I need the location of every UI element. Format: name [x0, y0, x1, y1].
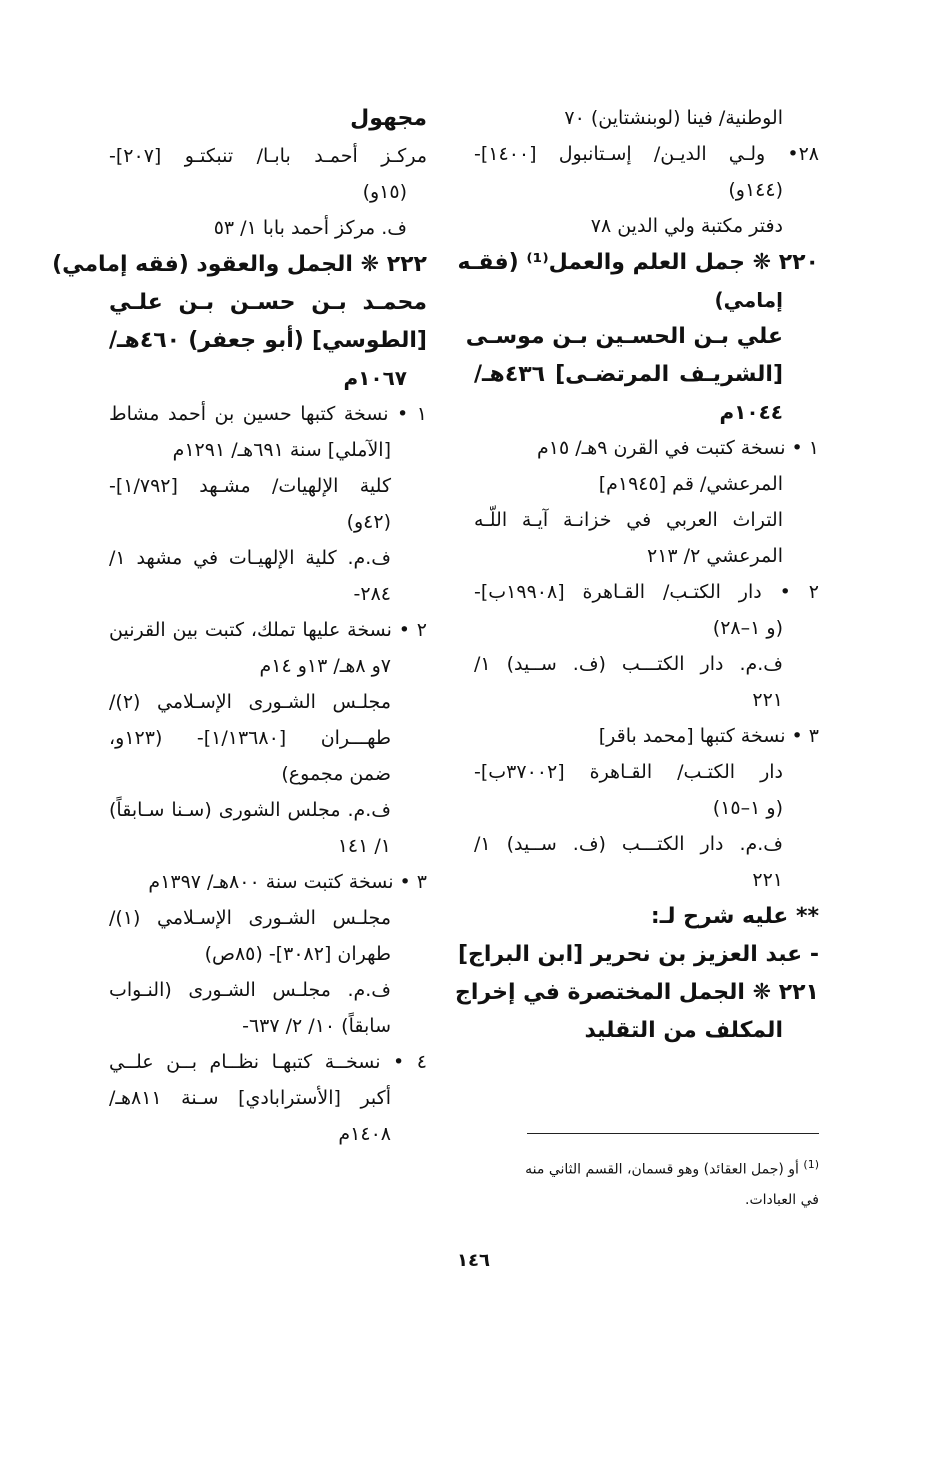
page-number: ١٤٦	[457, 1250, 490, 1271]
left-column-line: ٣ • نسخة كتبت سنة ٨٠٠هـ/ ١٣٩٧م	[148, 871, 427, 893]
left-column-line: طهران [٣٠٨٢]- (٨٥ص)	[204, 943, 391, 965]
left-column-line: ١٤٠٨م	[338, 1123, 391, 1145]
left-column-line: ١٠٦٧م	[343, 366, 407, 390]
right-column-line: ف.م. دار الكتـــب (ف. ســيد) ١/	[474, 833, 783, 855]
right-column-line: (و ١–١٥)	[712, 797, 783, 819]
right-column-line: ف.م. دار الكتـــب (ف. ســيد) ١/	[474, 653, 783, 675]
left-column-line: ٢ • نسخة عليها تملك، كتبت بين القرنين	[109, 619, 427, 641]
right-column-line: التراث العربي في خزانـة آيـة اللّـه	[474, 509, 783, 531]
left-column-line: مجلـس الشـورى الإسـلامي (٢)/	[109, 691, 391, 713]
left-column-line: ف.م. كلية الإلهيـات في مشهد ١/	[109, 547, 391, 569]
left-column-line: (٤٢و)	[346, 511, 391, 533]
left-column-line: مركـز أحمـد بابـا/ تنبكتـو [٢٠٧]-	[109, 145, 427, 167]
left-column-line: طهـــران [١/١٣٦٨٠]- (١٢٣و،	[109, 727, 391, 749]
left-column-line: (١٥و)	[362, 181, 407, 203]
right-column-line: - عبد العزيز بن نحرير [ابن البراج]	[457, 942, 819, 967]
footnote-text-1: أو (جمل العقائد) وهو قسمان، القسم الثاني منه	[525, 1161, 804, 1178]
left-column-line: ف.م. مجلـس الشـورى (النـواب	[109, 979, 391, 1001]
right-column-line: الوطنية/ فينا (لوبنشتاين) ٧٠	[564, 107, 783, 129]
left-column-line: ف. مركز أحمد بابا ١/ ٥٣	[213, 217, 407, 239]
left-column-line: ٢٢٢ ❋ الجمل والعقود (فقه إمامي)	[52, 252, 427, 277]
left-column	[52, 100, 427, 1152]
footnote-marker: (1)	[803, 1158, 819, 1171]
right-column-line: [الشريـف المرتضـى] ٤٣٦هـ/	[474, 362, 783, 387]
right-column-line: ٢٨• ولـي الديـن/ إسـتانبول [١٤٠٠]-	[474, 143, 819, 165]
left-column-line: مجلـس الشـورى الإسـلامي (١)/	[109, 907, 391, 929]
right-column-line: (١٤٤و)	[728, 179, 783, 201]
footnote-separator	[527, 1133, 819, 1134]
left-column-line: ١ • نسخة كتبها حسين بن أحمد مشاط	[109, 403, 427, 425]
left-column-line: ف.م. مجلس الشورى (سـنا سـابقاً)	[109, 799, 391, 821]
left-column-line: [الآملي] سنة ٦٩١هـ/ ١٢٩١م	[172, 439, 391, 461]
left-column-line: ٤ • نسخــة كتبهـا نظــام بــن علــي	[109, 1051, 427, 1073]
right-column-line: علي بـن الحسـين بـن موسـى	[465, 324, 783, 349]
right-column-line: ٣ • نسخة كتبها [محمد باقر]	[598, 725, 819, 747]
left-column-line: أكبر [الأسترابادي] سـنة ٨١١هـ/	[109, 1087, 391, 1109]
right-column-line: دفتر مكتبة ولي الدين ٧٨	[590, 215, 783, 237]
left-column-line: محمـد بـن حسـن بـن علـي	[109, 290, 427, 315]
right-column-line: (و ١–٢٨)	[712, 617, 783, 639]
right-column-line: دار الكتـب/ القـاهرة [٣٧٠٠٢ب]-	[474, 761, 783, 783]
right-column-line: ١ • نسخة كتبت في القرن ٩هـ/ ١٥م	[537, 437, 819, 459]
left-column-line: ٢٨٤-	[353, 583, 391, 605]
right-column-line: المكلف من التقليد	[584, 1018, 783, 1043]
right-column-line: المرعشي ٢/ ٢١٣	[647, 545, 783, 567]
left-column-line: [الطوسي] (أبو جعفر) ٤٦٠هـ/	[109, 328, 427, 353]
right-column-line: ٢٢١	[752, 689, 783, 711]
right-column-line: ٢٢١ ❋ الجمل المختصرة في إخراج	[455, 980, 819, 1005]
right-column-line: ٢٢٠ ❋ جمل العلم والعمل⁽¹⁾ (فقـه	[457, 250, 819, 275]
footnote	[474, 1150, 819, 1215]
left-column-line: سابقاً) ١٠/ ٢/ ٦٣٧-	[242, 1015, 391, 1037]
right-column-line: ١٠٤٤م	[719, 400, 783, 424]
left-column-line: ١/ ١٤١	[337, 835, 391, 857]
left-column-line: ضمن مجموع)	[281, 763, 391, 785]
footnote-line-2: في العبادات.	[745, 1191, 819, 1208]
left-column-line: مجهول	[350, 106, 427, 131]
footnote-line-1	[474, 1150, 819, 1185]
right-column	[455, 100, 819, 1050]
left-column-line: كلية الإلهيات/ مشـهد [١/٧٩٢]-	[109, 475, 391, 497]
right-column-line: ** عليه شرح لـ:	[650, 904, 819, 929]
right-column-line: المرعشي/ قم [١٩٤٥م]	[598, 473, 783, 495]
right-column-line: ٢ • دار الكتـب/ القـاهرة [١٩٩٠٨ب]-	[474, 581, 819, 603]
right-column-line: إمامي)	[714, 288, 783, 312]
left-column-line: ٧و ٨هـ/ ١٣و ١٤م	[259, 655, 391, 677]
right-column-line: ٢٢١	[752, 869, 783, 891]
